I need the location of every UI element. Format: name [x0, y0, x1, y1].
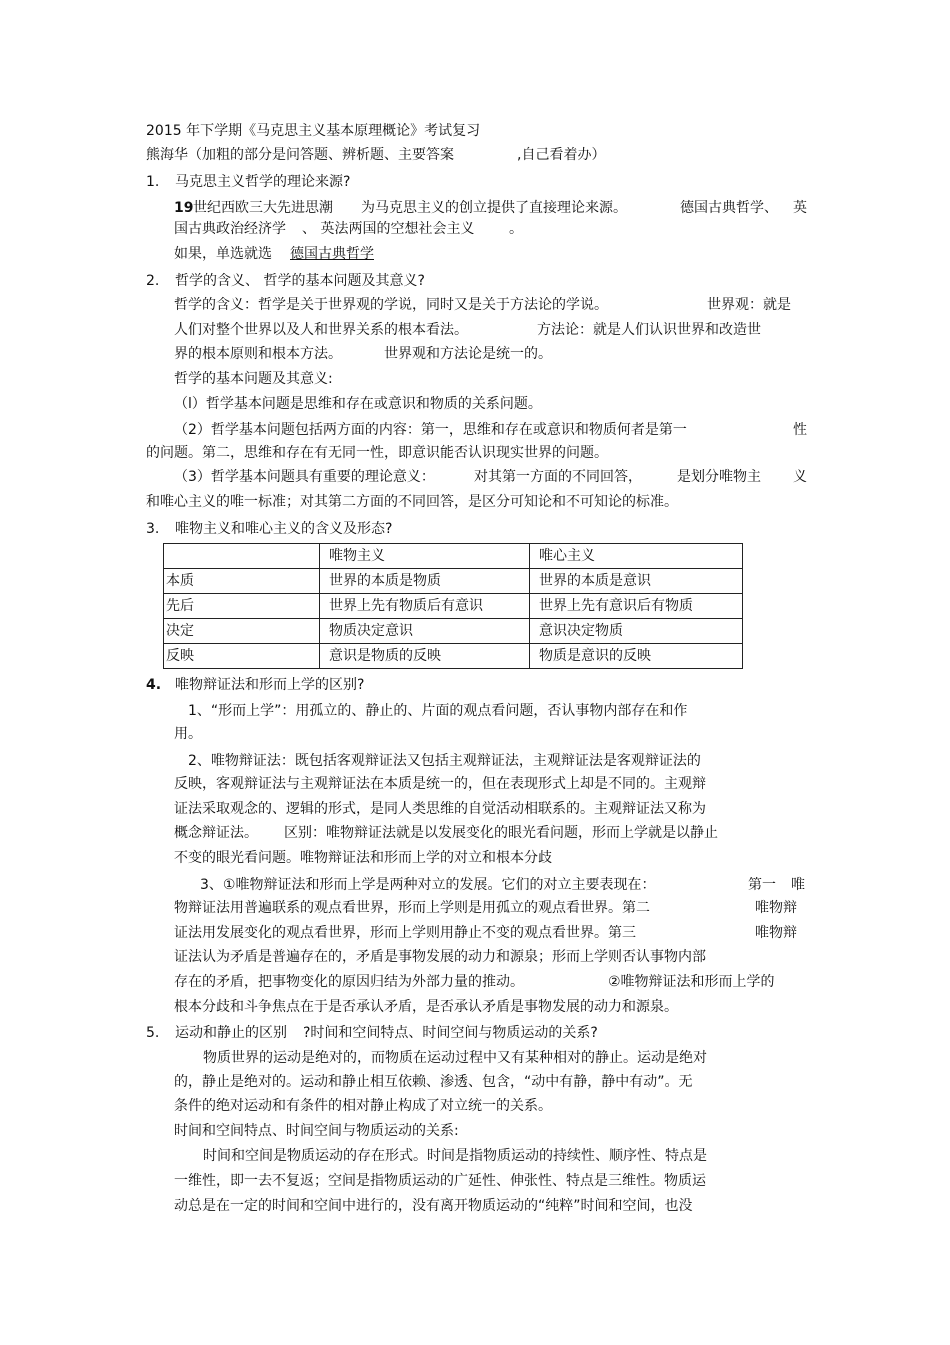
q4-p2-line4a: 概念辩证法。	[174, 825, 258, 841]
q1-number: 1.	[146, 174, 160, 190]
q3-question: 唯物主义和唯心主义的含义及形态?	[175, 521, 393, 537]
table-header-cell	[164, 544, 320, 569]
q5-p3-line1: 时间和空间是物质运动的存在形式。时间是指物质运动的持续性、顺序性、特点是	[203, 1148, 707, 1164]
q1-answer-line1d: 英	[793, 200, 807, 216]
table-row	[164, 569, 743, 594]
q4-p1-line1: 1、“形而上学”：用孤立的、静止的、片面的观点看问题，否认事物内部存在和作	[188, 703, 688, 719]
q2-line3b: 世界观和方法论是统一的。	[384, 346, 552, 362]
table-cell: 物质是意识的反映	[530, 644, 743, 669]
q1-answer-line1b: 为马克思主义的创立提供了直接理论来源。	[361, 200, 627, 216]
q1-bold-lead: 19	[174, 200, 194, 216]
table-cell: 世界上先有意识后有物质	[530, 594, 743, 619]
q4-p3-line1-r2: 唯	[791, 877, 805, 893]
q4-p3-line3: 证法用发展变化的观点看世界，形而上学则用静止不变的观点看世界。第三	[174, 925, 636, 941]
q5-p3-line3: 动总是在一定的时间和空间中进行的，没有离开物质运动的“纯粹”时间和空间，也没	[174, 1198, 693, 1214]
q2-line7: 的问题。第二，思维和存在有无同一性，即意识能否认识现实世界的问题。	[146, 445, 608, 461]
table-row	[164, 644, 743, 669]
table-cell: 反映	[164, 644, 320, 669]
author-note: 熊海华（加粗的部分是问答题、辨析题、主要答案	[146, 147, 454, 163]
q3-number: 3.	[146, 521, 160, 537]
comparison-table	[163, 543, 743, 669]
q5-question-a: 运动和静止的区别	[175, 1025, 287, 1041]
q4-p3-line5b: ②唯物辩证法和形而上学的	[608, 974, 775, 990]
table-cell: 先后	[164, 594, 320, 619]
table-cell: 世界的本质是意识	[530, 569, 743, 594]
q1-single-answer: 德国古典哲学	[290, 246, 374, 262]
q1-single-prefix: 如果，单选就选	[174, 246, 272, 262]
q1-answer-line2b: 、 英法两国的空想社会主义	[302, 221, 475, 237]
q5-p1-line2: 的，静止是绝对的。运动和静止相互依赖、渗透、包含，“动中有静，静中有动”。无	[174, 1074, 693, 1090]
q2-line8b: 对其第一方面的不同回答，	[474, 469, 642, 485]
q2-line1a: 哲学的含义：哲学是关于世界观的学说，同时又是关于方法论的学说。	[174, 297, 608, 313]
q4-p3-line2-r: 唯物辩	[755, 900, 797, 916]
q4-p2-line3: 证法采取观念的、逻辑的形式，是同人类思维的自觉活动相联系的。主观辩证法又称为	[174, 801, 706, 817]
q4-number: 4.	[146, 677, 162, 693]
table-header-cell: 唯物主义	[320, 544, 530, 569]
q2-line3a: 界的根本原则和根本方法。	[174, 346, 342, 362]
q2-line8d: 义	[793, 469, 807, 485]
q2-line8c: 是划分唯物主	[677, 469, 761, 485]
q4-p2-line5: 不变的眼光看问题。唯物辩证法和形而上学的对立和根本分歧	[174, 850, 552, 866]
q4-p3-line1: 3、①唯物辩证法和形而上学是两种对立的发展。它们的对立主要表现在：	[200, 877, 656, 893]
table-cell: 本质	[164, 569, 320, 594]
q5-p3-line2: 一维性，即一去不复返；空间是指物质运动的广延性、伸张性、特点是三维性。物质运	[174, 1173, 706, 1189]
author-note-tail: ,自己看着办）	[517, 147, 606, 163]
q1-answer-line1c: 德国古典哲学、	[680, 200, 778, 216]
table-cell: 世界上先有物质后有意识	[320, 594, 530, 619]
q2-line6b: 性	[793, 422, 807, 438]
q1-question: 马克思主义哲学的理论来源?	[175, 174, 351, 190]
table-cell: 意识是物质的反映	[320, 644, 530, 669]
q4-p2-line4b: 区别：唯物辩证法就是以发展变化的眼光看问题，形而上学就是以静止	[284, 825, 718, 841]
q5-number: 5.	[146, 1025, 160, 1041]
q2-line1b: 世界观：就是	[707, 297, 791, 313]
table-row	[164, 594, 743, 619]
q4-p2-line1: 2、唯物辩证法：既包括客观辩证法又包括主观辩证法，主观辩证法是客观辩证法的	[188, 753, 701, 769]
q4-p3-line4: 证法认为矛盾是普遍存在的，矛盾是事物发展的动力和源泉；形而上学则否认事物内部	[174, 949, 706, 965]
q5-p1-line3: 条件的绝对运动和有条件的相对静止构成了对立统一的关系。	[174, 1098, 552, 1114]
table-cell: 世界的本质是物质	[320, 569, 530, 594]
q2-line2a: 人们对整个世界以及人和世界关系的根本看法。	[174, 322, 468, 338]
q2-line5: （l）哲学基本问题是思维和存在或意识和物质的关系问题。	[174, 396, 542, 412]
q5-p1-line1: 物质世界的运动是绝对的，而物质在运动过程中又有某种相对的静止。运动是绝对	[203, 1050, 707, 1066]
q4-p3-line2: 物辩证法用普遍联系的观点看世界，形而上学则是用孤立的观点看世界。第二	[174, 900, 650, 916]
table-cell: 决定	[164, 619, 320, 644]
q2-line4: 哲学的基本问题及其意义:	[174, 371, 333, 387]
table-row	[164, 619, 743, 644]
table-header-cell: 唯心主义	[530, 544, 743, 569]
q4-p3-line1-r: 第一	[748, 877, 776, 893]
q4-question: 唯物辩证法和形而上学的区别?	[175, 677, 365, 693]
q2-line6a: （2）哲学基本问题包括两方面的内容：第一，思维和存在或意识和物质何者是第一	[174, 422, 687, 438]
q1-answer-line1a: 世纪西欧三大先进思潮	[193, 200, 333, 216]
q4-p1-line2: 用。	[174, 726, 202, 742]
q2-line2b: 方法论：就是人们认识世界和改造世	[537, 322, 761, 338]
q2-line9: 和唯心主义的唯一标准；对其第二方面的不同回答，是区分可知论和不可知论的标准。	[146, 494, 678, 510]
q4-p3-line3-r: 唯物辩	[755, 925, 797, 941]
q2-number: 2.	[146, 273, 160, 289]
table-header-row	[164, 544, 743, 569]
q4-p3-line5a: 存在的矛盾，把事物变化的原因归结为外部力量的推动。	[174, 974, 524, 990]
table-cell: 物质决定意识	[320, 619, 530, 644]
q4-p2-line2: 反映，客观辩证法与主观辩证法在本质是统一的，但在表现形式上却是不同的。主观辩	[174, 776, 706, 792]
q1-answer-line2a: 国古典政治经济学	[174, 221, 286, 237]
table-cell: 意识决定物质	[530, 619, 743, 644]
q2-line8a: （3）哲学基本问题具有重要的理论意义：	[174, 469, 435, 485]
doc-title: 2015 年下学期《马克思主义基本原理概论》考试复习	[146, 123, 481, 139]
q4-p3-line6: 根本分歧和斗争焦点在于是否承认矛盾，是否承认矛盾是事物发展的动力和源泉。	[174, 999, 678, 1015]
q2-question: 哲学的含义、 哲学的基本问题及其意义?	[175, 273, 425, 289]
q1-answer-line2c: 。	[509, 221, 523, 237]
q5-p2: 时间和空间特点、时间空间与物质运动的关系:	[174, 1123, 459, 1139]
q5-question-b: ?时间和空间特点、时间空间与物质运动的关系?	[303, 1025, 598, 1041]
